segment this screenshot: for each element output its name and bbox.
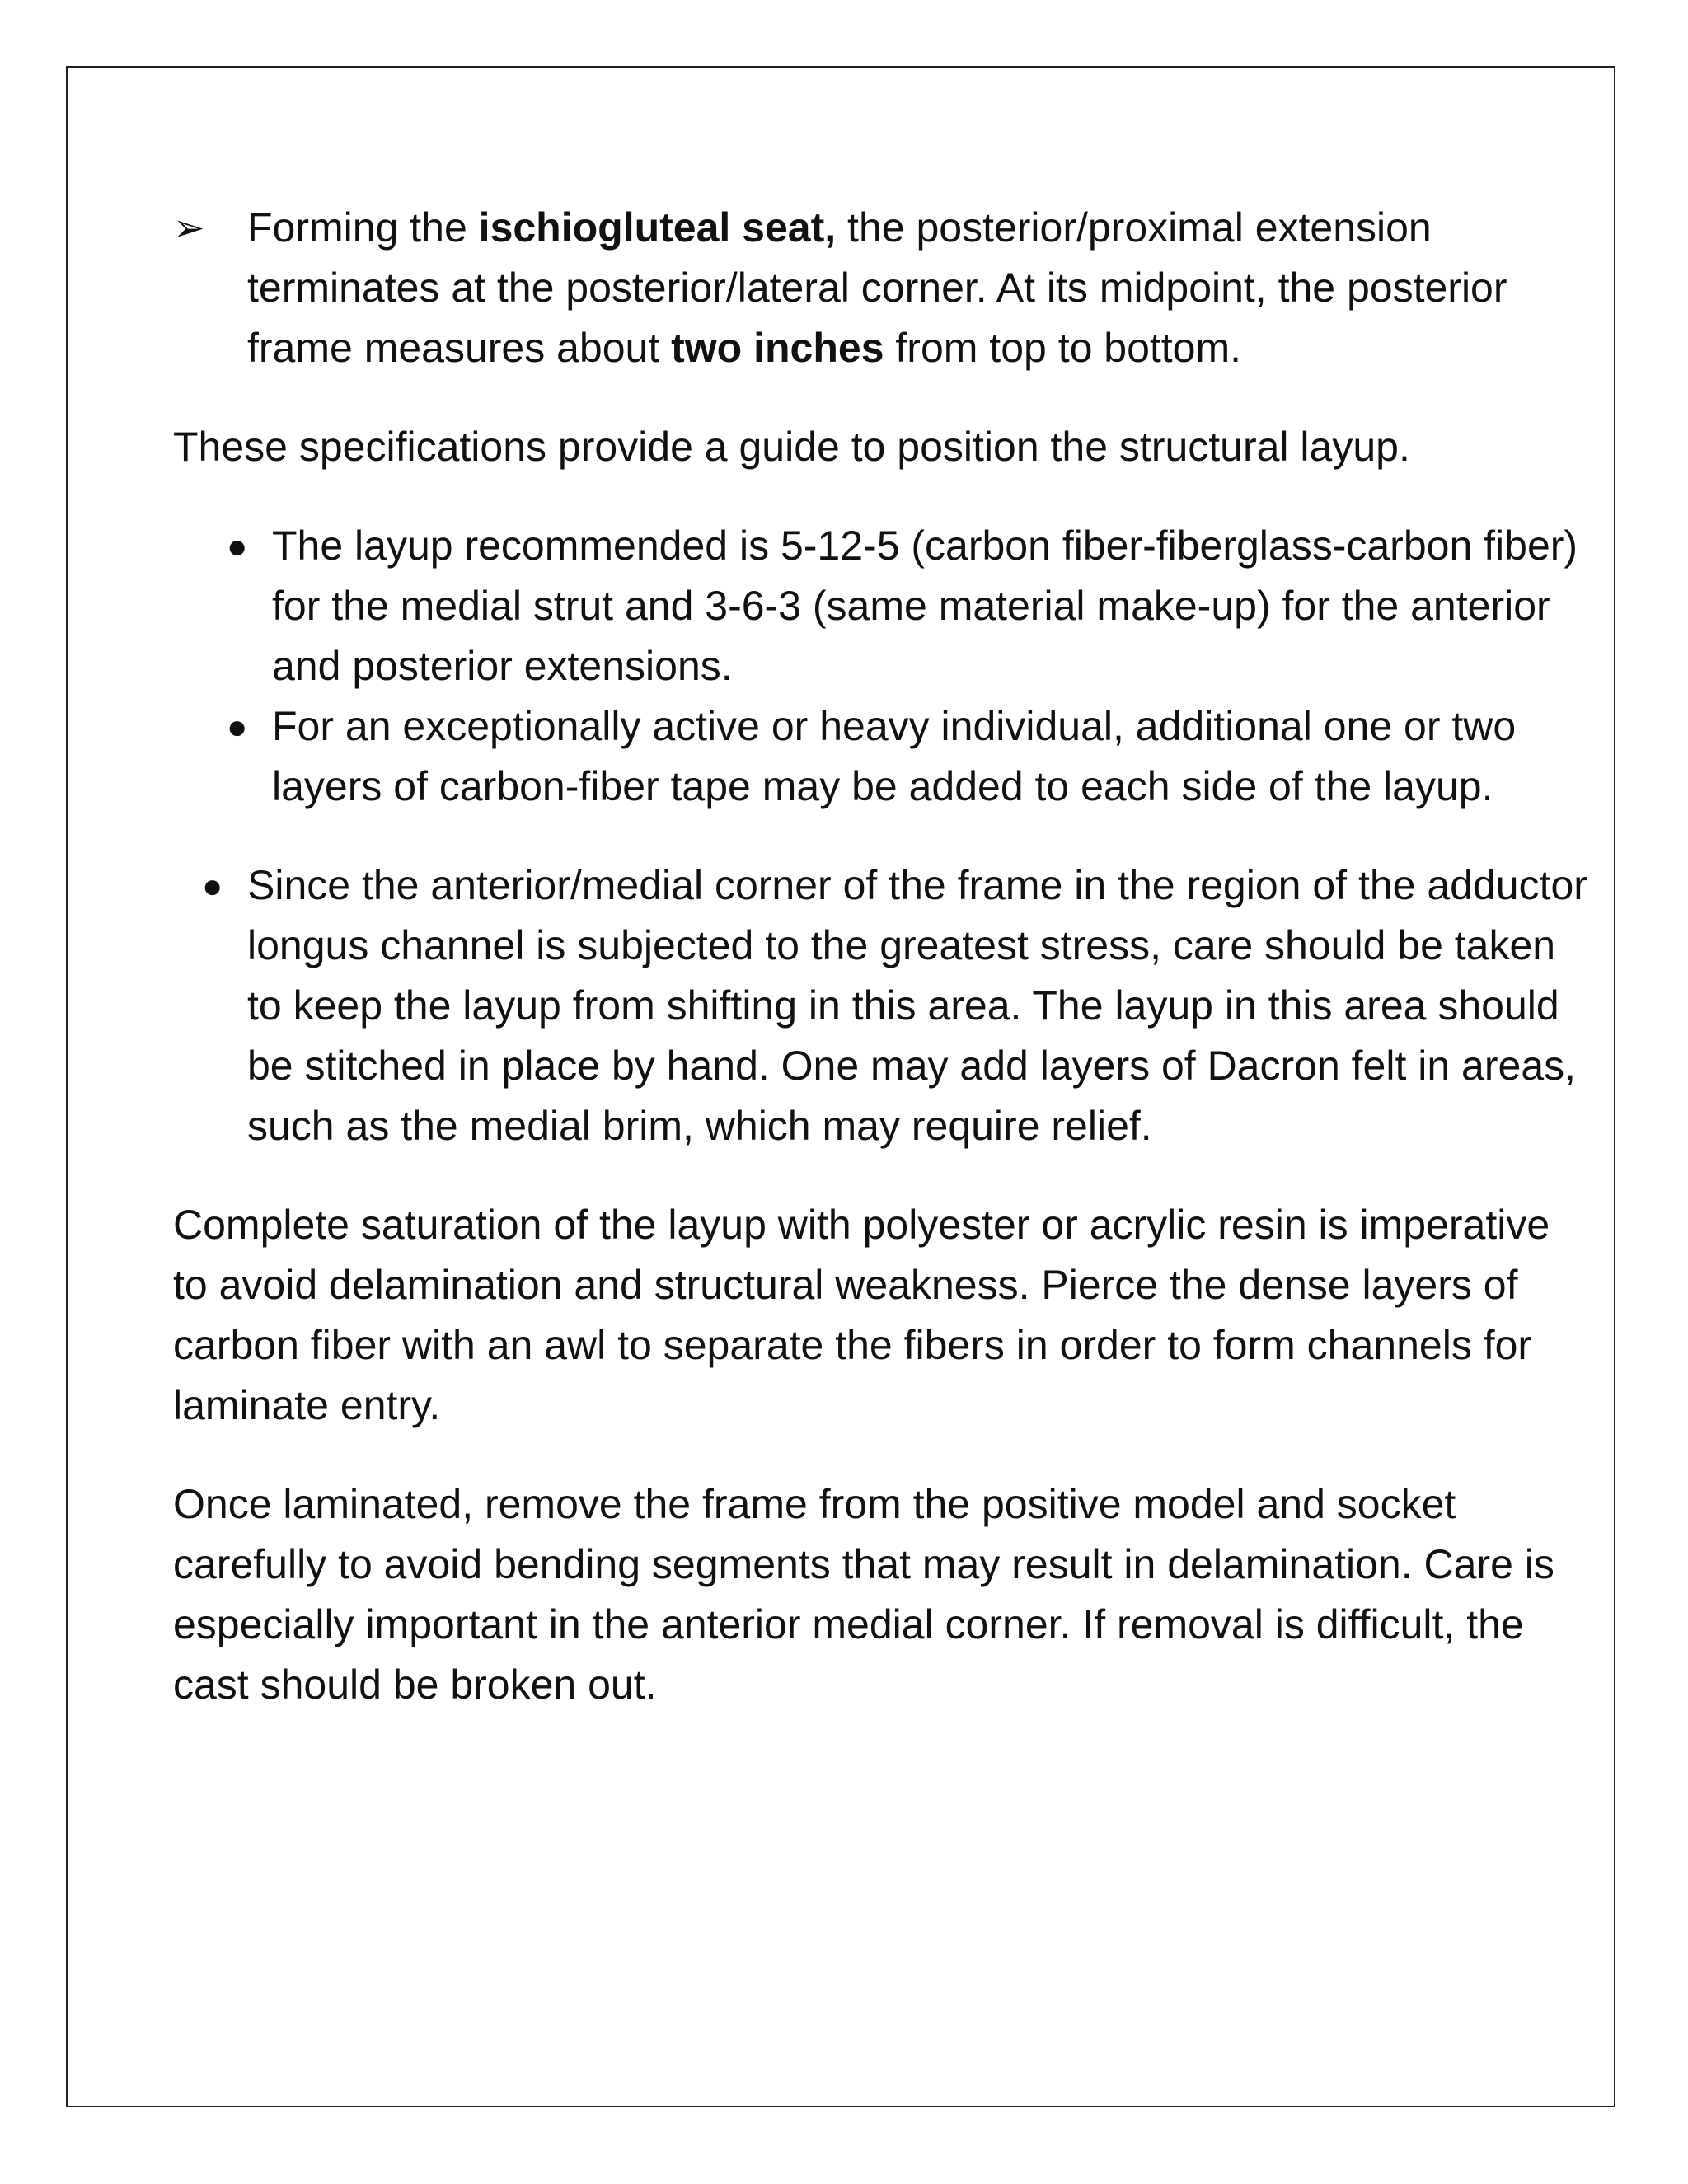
bullet-dot-icon: ●	[227, 707, 248, 746]
text-run: the posterior/proximal extension terminates at the posterior/lateral corner. At its midpoint, the posterior frame measures about	[247, 204, 1507, 371]
bold-term-two-inches: two inches	[671, 325, 884, 371]
list-item-text: For an exceptionally active or heavy individual, additional one or two layers of carbon-fiber tape may be added to each side of the layup.	[272, 703, 1517, 809]
bullet-dot-icon: ●	[227, 527, 248, 565]
arrow-bullet-icon: ➢	[173, 206, 205, 249]
list-item-text	[247, 198, 1591, 378]
list-item-text: The layup recommended is 5-12-5 (carbon fiber-fiberglass-carbon fiber) for the medial strut and 3-6-3 (same material make-up) for the anterior and posterior extensions.	[272, 523, 1578, 689]
saturation-paragraph: Complete saturation of the layup with polyester or acrylic resin is imperative to avoid delamination and structural weakness. Pierce the dense layers of carbon fiber with an awl to separate the fibers in order to form channels for laminate entry.	[173, 1202, 1550, 1428]
removal-paragraph: Once laminated, remove the frame from the positive model and socket carefully to avoid bending segments that may result in delamination. Care is especially important in the anterior medial corner. If removal is difficult, the cast should be broken out.	[173, 1481, 1554, 1708]
bold-term-ischiogluteal-seat: ischiogluteal seat,	[478, 204, 837, 251]
list-item-text: Since the anterior/medial corner of the frame in the region of the adductor longus channel is subjected to the greatest stress, care should be taken to keep the layup from shifting in this area. The layup in this area should be stitched in place by hand. One may add layers of Dacron felt in areas, such as the medial brim, which may require relief.	[247, 862, 1587, 1149]
arrow-list-item-ischiogluteal-seat	[173, 198, 1591, 378]
document-body	[173, 198, 1591, 1715]
bullet-dot-icon: ●	[202, 866, 223, 905]
specifications-paragraph: These specifications provide a guide to position the structural layup.	[173, 424, 1410, 470]
bullet-item-additional-layers	[227, 696, 1591, 817]
bullet-item-recommended-layup	[227, 516, 1591, 696]
text-run: from top to bottom.	[884, 325, 1242, 371]
text-run: Forming the	[247, 204, 479, 251]
bullet-item-anterior-medial-corner	[202, 855, 1591, 1156]
